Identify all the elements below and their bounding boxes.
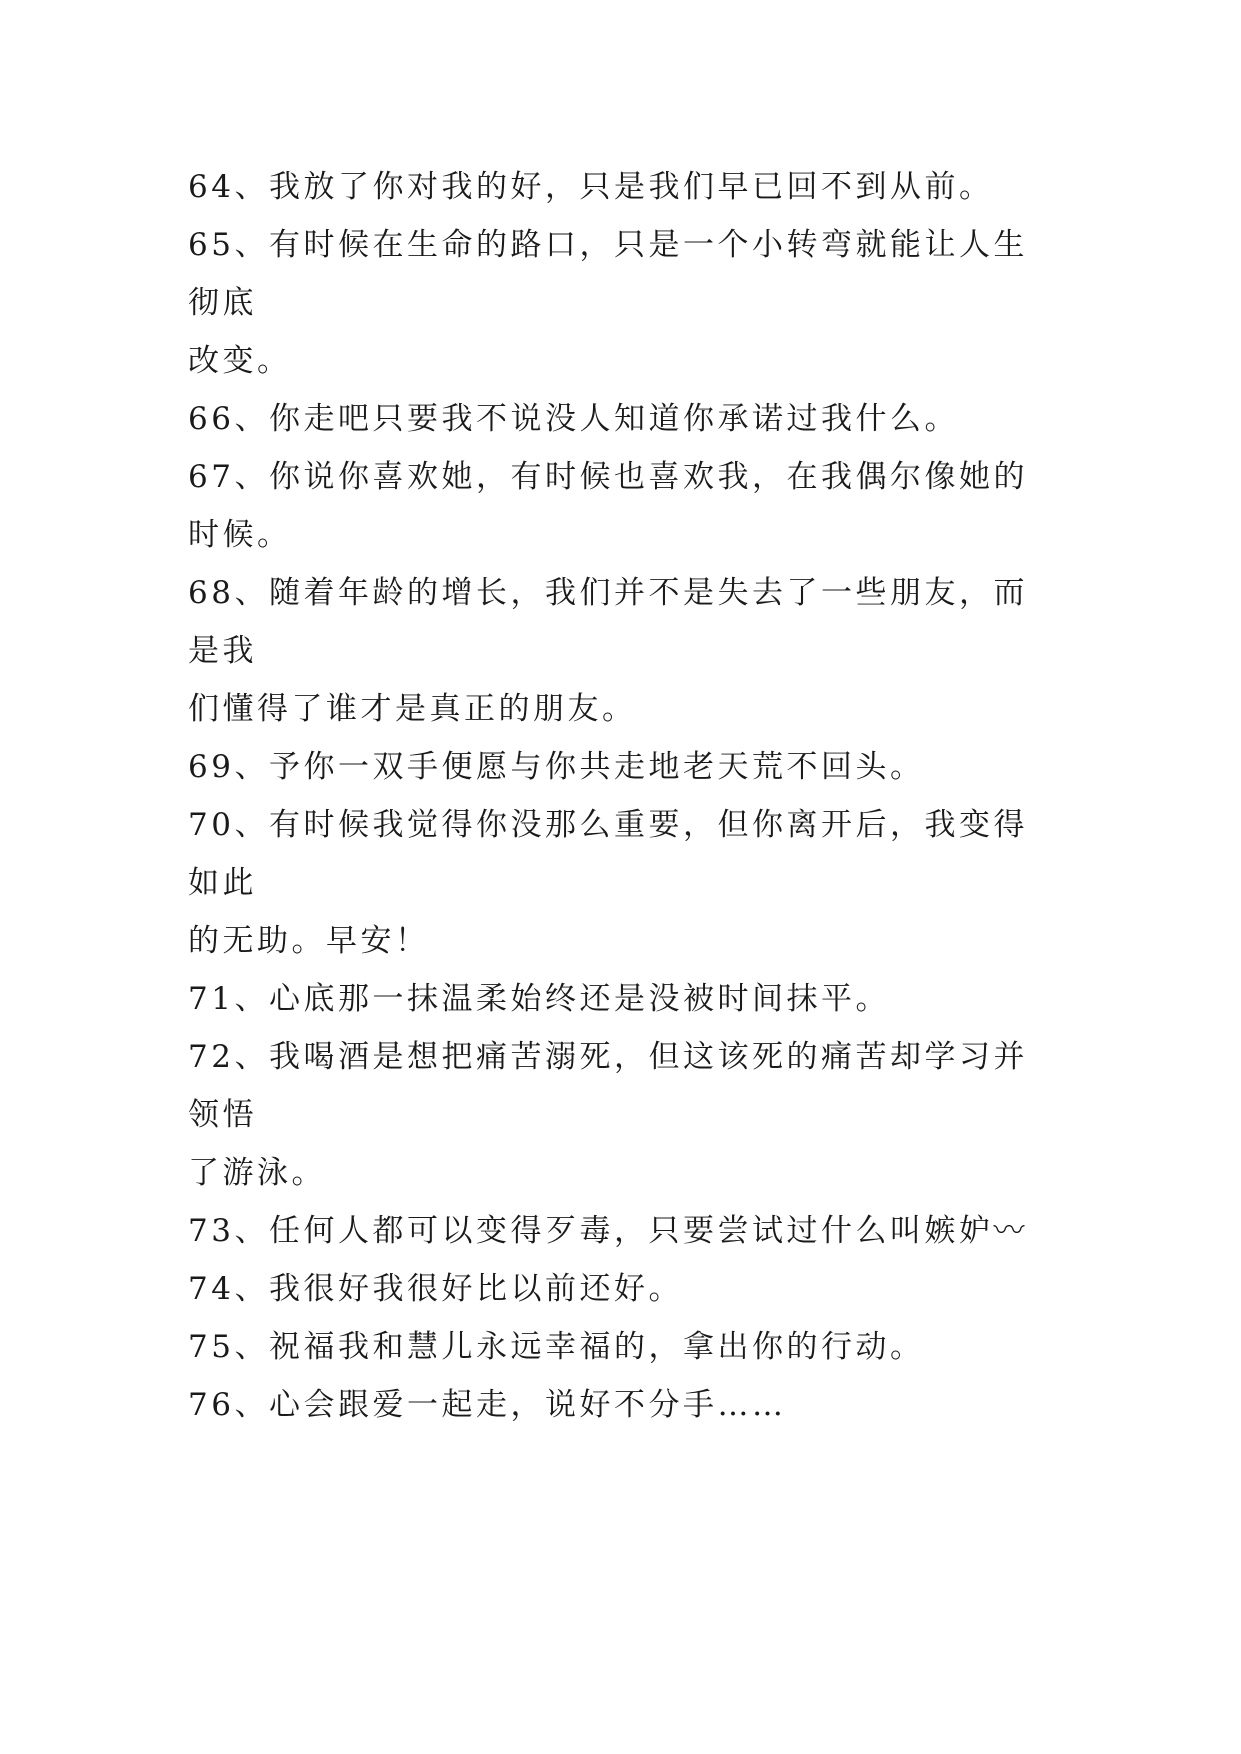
text-line: 71、心底那一抹温柔始终还是没被时间抹平。: [188, 981, 890, 1017]
text-line: 们懂得了谁才是真正的朋友。: [188, 691, 637, 727]
text-line: 的无助。早安！: [188, 923, 430, 959]
text-line: 改变。: [188, 343, 292, 379]
document-body: [188, 158, 1058, 1434]
text-line: 65、有时候在生命的路口，只是一个小转弯就能让人生彻底: [188, 227, 1028, 321]
text-line: 75、祝福我和慧儿永远幸福的，拿出你的行动。: [188, 1329, 925, 1365]
text-line: 74、我很好我很好比以前还好。: [188, 1271, 683, 1307]
text-line: 66、你走吧只要我不说没人知道你承诺过我什么。: [188, 401, 959, 437]
text-line: 64、我放了你对我的好，只是我们早已回不到从前。: [188, 169, 994, 205]
text-line: 70、有时候我觉得你没那么重要，但你离开后，我变得如此: [188, 807, 1028, 901]
text-line: 76、心会跟爱一起走，说好不分手……: [188, 1387, 787, 1423]
text-line: 73、任何人都可以变得歹毒，只要尝试过什么叫嫉妒〰: [188, 1213, 1028, 1249]
text-line: 67、你说你喜欢她，有时候也喜欢我，在我偶尔像她的时候。: [188, 459, 1028, 553]
text-line: 72、我喝酒是想把痛苦溺死，但这该死的痛苦却学习并领悟: [188, 1039, 1028, 1133]
text-line: 了游泳。: [188, 1155, 326, 1191]
text-line: 68、随着年龄的增长，我们并不是失去了一些朋友，而是我: [188, 575, 1028, 669]
text-line: 69、予你一双手便愿与你共走地老天荒不回头。: [188, 749, 925, 785]
